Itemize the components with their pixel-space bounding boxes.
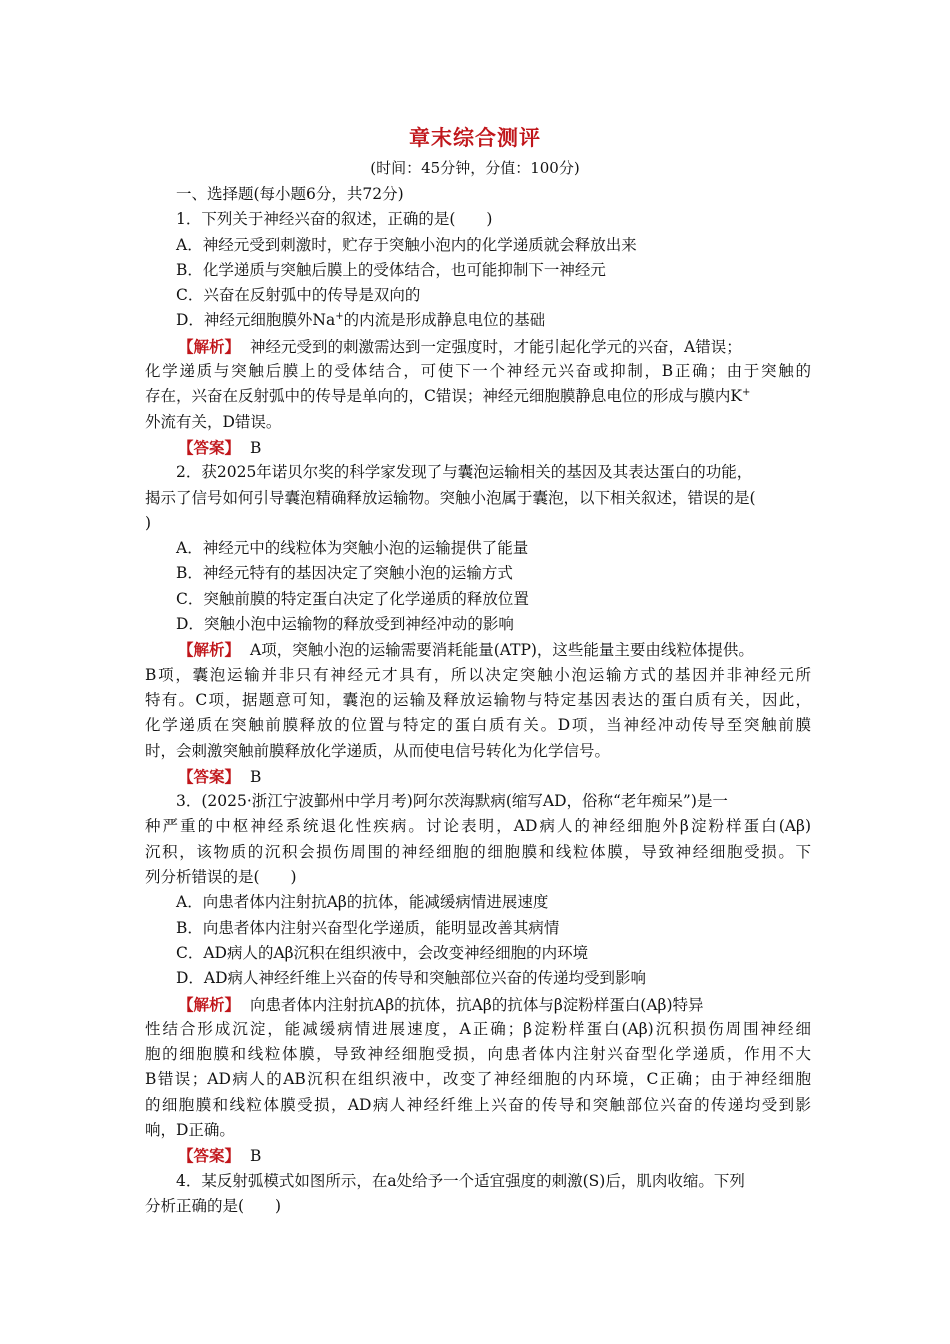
question-2-option-b: B．神经元特有的基因决定了突触小泡的运输方式	[176, 564, 513, 583]
question-3-option-c: C．AD病人的Aβ沉积在组织液中，会改变神经细胞的内环境	[176, 943, 589, 962]
question-1-option-d	[145, 308, 811, 333]
question-3-stem-line: 列分析错误的是( )	[145, 868, 297, 887]
question-3-analysis-line: 的细胞膜和线粒体膜受损，AD病人神经纤维上兴奋的传导和突触部位兴奋的传递均受到影	[145, 1095, 811, 1114]
question-2-stem-line: )	[145, 513, 152, 532]
answer-value: B	[250, 438, 262, 457]
question-1-analysis-line	[145, 384, 811, 409]
question-3-stem-line: 种严重的中枢神经系统退化性疾病。讨论表明，AD病人的神经细胞外β淀粉样蛋白(Aβ)	[145, 817, 811, 836]
question-1-option-a: A．神经元受到刺激时，贮存于突触小泡内的化学递质就会释放出来	[176, 235, 637, 254]
analysis-tag: 【解析】	[178, 640, 241, 660]
analysis-tag: 【解析】	[178, 994, 241, 1014]
analysis-text: 存在，兴奋在反射弧中的传导是单向的，C错误；神经元细胞膜静息电位的形成与膜内K	[145, 387, 742, 406]
question-2-analysis-line: 特有。C项，据题意可知，囊泡的运输及释放运输物与特定基因表达的蛋白质有关，因此，	[145, 690, 811, 709]
question-3-analysis	[145, 992, 811, 1017]
option-d-text-tail: 的内流是形成静息电位的基础	[343, 311, 546, 330]
question-2-answer	[145, 764, 811, 789]
question-2-option-a: A．神经元中的线粒体为突触小泡的运输提供了能量	[176, 539, 529, 558]
question-1-option-c: C．兴奋在反射弧中的传导是双向的	[176, 286, 421, 305]
question-2-analysis-line: B项，囊泡运输并非只有神经元才具有，所以决定突触小泡运输方式的基因并非神经元所	[145, 665, 811, 684]
question-2-stem-line: 揭示了信号如何引导囊泡精确释放运输物。突触小泡属于囊泡，以下相关叙述，错误的是(	[145, 488, 756, 507]
question-1-stem: 1．下列关于神经兴奋的叙述，正确的是( )	[176, 210, 493, 229]
document-body	[145, 182, 811, 1219]
question-3-analysis-line: 胞的细胞膜和线粒体膜，导致神经细胞受损，向患者体内注射兴奋型化学递质，作用不大	[145, 1045, 811, 1064]
question-2-option-c: C．突触前膜的特定蛋白决定了化学递质的释放位置	[176, 589, 529, 608]
question-2-analysis-line: 化学递质在突触前膜释放的位置与特定的蛋白质有关。D项，当神经冲动传导至突触前膜	[145, 716, 811, 735]
answer-value: B	[250, 1147, 262, 1166]
question-1-analysis	[145, 334, 811, 359]
question-3-analysis-line: B错误；AD病人的AB沉积在组织液中，改变了神经细胞的内环境，C正确；由于神经细胞	[145, 1070, 811, 1089]
question-1-answer	[145, 435, 811, 460]
question-2-analysis-line: 时，会刺激突触前膜释放化学递质，从而使电信号转化为化学信号。	[145, 741, 611, 760]
answer-tag: 【答案】	[178, 766, 241, 786]
answer-tag: 【答案】	[178, 437, 241, 457]
question-1-analysis-line: 化学递质与突触后膜上的受体结合，可使下一个神经元兴奋或抑制，B正确；由于突触的	[145, 362, 811, 381]
question-3-answer	[145, 1143, 811, 1168]
question-2-stem: 2．获2025年诺贝尔奖的科学家发现了与囊泡运输相关的基因及其表达蛋白的功能，	[176, 463, 753, 482]
option-d-text: D．神经元细胞膜外Na	[176, 311, 336, 330]
question-4-stem-line: 分析正确的是( )	[145, 1196, 282, 1215]
page-subtitle: (时间：45分钟，分值：100分)	[370, 159, 580, 177]
analysis-text: 神经元受到的刺激需达到一定强度时，才能引起化学元的兴奋，A错误；	[250, 337, 742, 356]
analysis-text: A项，突触小泡的运输需要消耗能量(ATP)，这些能量主要由线粒体提供。	[250, 641, 754, 660]
page-title: 章末综合测评	[409, 126, 541, 150]
question-4-stem: 4．某反射弧模式如图所示，在a处给予一个适宜强度的刺激(S)后，肌肉收缩。下列	[176, 1171, 745, 1190]
section-heading: 一、选择题(每小题6分，共72分)	[176, 185, 404, 203]
superscript: +	[741, 387, 751, 399]
question-3-stem-line: 沉积，该物质的沉积会损伤周围的神经细胞的细胞膜和线粒体膜，导致神经细胞受损。下	[145, 842, 811, 861]
question-3-analysis-line: 性结合形成沉淀，能减缓病情进展速度，A正确；β淀粉样蛋白(Aβ)沉积损伤周围神经细	[145, 1019, 811, 1038]
question-2-analysis	[145, 637, 811, 662]
analysis-text: 向患者体内注射抗Aβ的抗体，抗Aβ的抗体与β淀粉样蛋白(Aβ)特异	[250, 995, 704, 1014]
question-2-option-d: D．突触小泡中运输物的释放受到神经冲动的影响	[176, 615, 514, 634]
question-3-option-a: A．向患者体内注射抗Aβ的抗体，能减缓病情进展速度	[176, 893, 549, 912]
question-3-analysis-line: 响，D正确。	[145, 1120, 235, 1139]
question-3-option-b: B．向患者体内注射兴奋型化学递质，能明显改善其病情	[176, 918, 560, 937]
analysis-tag: 【解析】	[178, 336, 241, 356]
answer-value: B	[250, 767, 262, 786]
question-1-option-b: B．化学递质与突触后膜上的受体结合，也可能抑制下一神经元	[176, 260, 606, 279]
superscript: +	[335, 311, 344, 323]
question-3-option-d: D．AD病人神经纤维上兴奋的传导和突触部位兴奋的传递均受到影响	[176, 969, 647, 988]
answer-tag: 【答案】	[178, 1146, 241, 1166]
question-3-stem: 3．(2025·浙江宁波鄞州中学月考)阿尔茨海默病(缩写AD，俗称“老年痴呆”)是一	[176, 792, 728, 811]
question-1-analysis-line: 外流有关，D错误。	[145, 412, 282, 431]
